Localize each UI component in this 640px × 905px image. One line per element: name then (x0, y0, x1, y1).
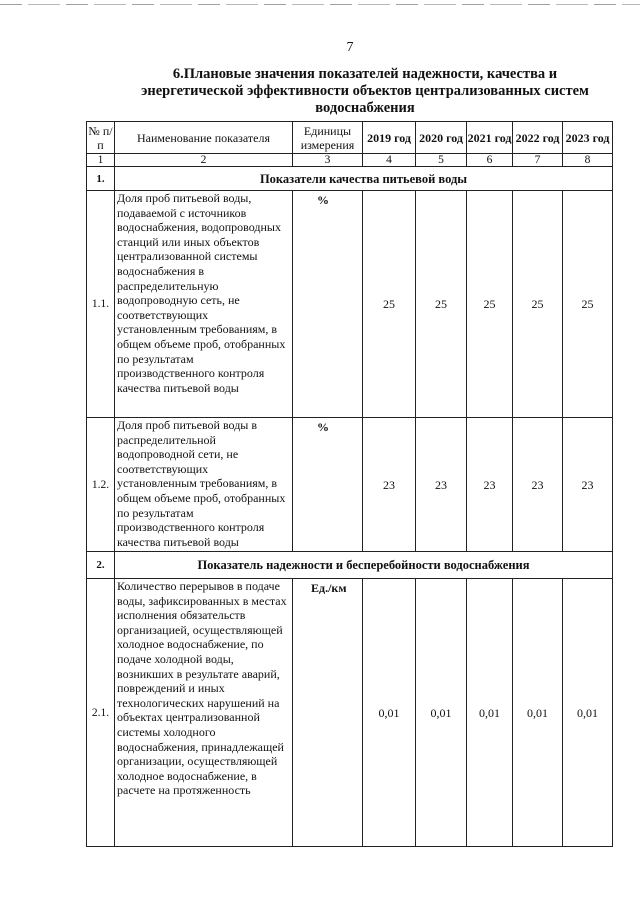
row-number: 1.2. (87, 418, 115, 552)
header-num: № п/п (88, 123, 113, 152)
unit-cell: % (293, 191, 363, 418)
column-number: 2 (115, 154, 293, 167)
column-number: 6 (467, 154, 513, 167)
column-number: 7 (513, 154, 563, 167)
header-name: Наименование показателя (115, 122, 293, 154)
value-2019: 0,01 (363, 579, 416, 847)
section-title-cell: Показатель надежности и бесперебойности водоснабжения (115, 552, 613, 579)
section-header-row (87, 167, 613, 191)
value-2022: 25 (513, 191, 563, 418)
value-2023: 0,01 (563, 579, 613, 847)
value-2019: 25 (363, 191, 416, 418)
unit-cell: % (293, 418, 363, 552)
value-2019: 23 (363, 418, 416, 552)
indicators-table (86, 121, 613, 847)
header-year-2023: 2023 год (563, 122, 613, 154)
scan-artifact-line (0, 4, 640, 5)
header-unit: Единицы измерения (293, 122, 363, 154)
column-numbers-row (87, 154, 613, 167)
header-year-2019: 2019 год (363, 122, 416, 154)
value-2020: 0,01 (416, 579, 467, 847)
table-row (87, 418, 613, 552)
table-row (87, 579, 613, 847)
column-number: 3 (293, 154, 363, 167)
header-year-2021: 2021 год (467, 122, 513, 154)
section-header-row (87, 552, 613, 579)
row-number: 1.1. (87, 191, 115, 418)
section-number: 1. (87, 167, 115, 191)
section-number: 2. (87, 552, 115, 579)
section-title: 6.Плановые значения показателей надежности, качества и энергетической эффективности объектов централизованных систем водоснабжения (141, 66, 589, 116)
header-row (87, 122, 613, 154)
unit-cell: Ед./км (293, 579, 363, 847)
value-2020: 25 (416, 191, 467, 418)
indicator-name: Доля проб питьевой воды, подаваемой с источников водоснабжения, водопроводных станций или иных объектов централизованной системы водоснабжения в распределительную водопроводную сеть, не соответствующих установленным требованиям, в общем объеме проб, отобранных по результатам производственного контроля качества питьевой воды (115, 191, 293, 418)
row-number: 2.1. (87, 579, 115, 847)
value-2023: 25 (563, 191, 613, 418)
column-number: 1 (87, 154, 115, 167)
value-2021: 23 (467, 418, 513, 552)
value-2022: 0,01 (513, 579, 563, 847)
value-2021: 25 (467, 191, 513, 418)
header-year-2020: 2020 год (416, 122, 467, 154)
column-number: 4 (363, 154, 416, 167)
value-2022: 23 (513, 418, 563, 552)
value-2023: 23 (563, 418, 613, 552)
value-2020: 23 (416, 418, 467, 552)
indicator-name: Количество перерывов в подаче воды, зафиксированных в местах исполнения обязательств организацией, осуществляющей холодное водоснабжение, по подаче холодной воды, возникших в результате аварий, повреждений и иных технологических нарушений на объектах централизованной системы холодного водоснабжения, принадлежащей организации, осуществляющей холодное водоснабжение, в расчете на протяженность (115, 579, 293, 847)
column-number: 8 (563, 154, 613, 167)
page-number: 7 (346, 40, 354, 55)
header-year-2022: 2022 год (513, 122, 563, 154)
section-title-cell: Показатели качества питьевой воды (115, 167, 613, 191)
table-row (87, 191, 613, 418)
value-2021: 0,01 (467, 579, 513, 847)
column-number: 5 (416, 154, 467, 167)
indicator-name: Доля проб питьевой воды в распределительной водопроводной сети, не соответствующих установленным требованиям, в общем объеме проб, отобранных по результатам производственного контроля качества питьевой воды (115, 418, 293, 552)
